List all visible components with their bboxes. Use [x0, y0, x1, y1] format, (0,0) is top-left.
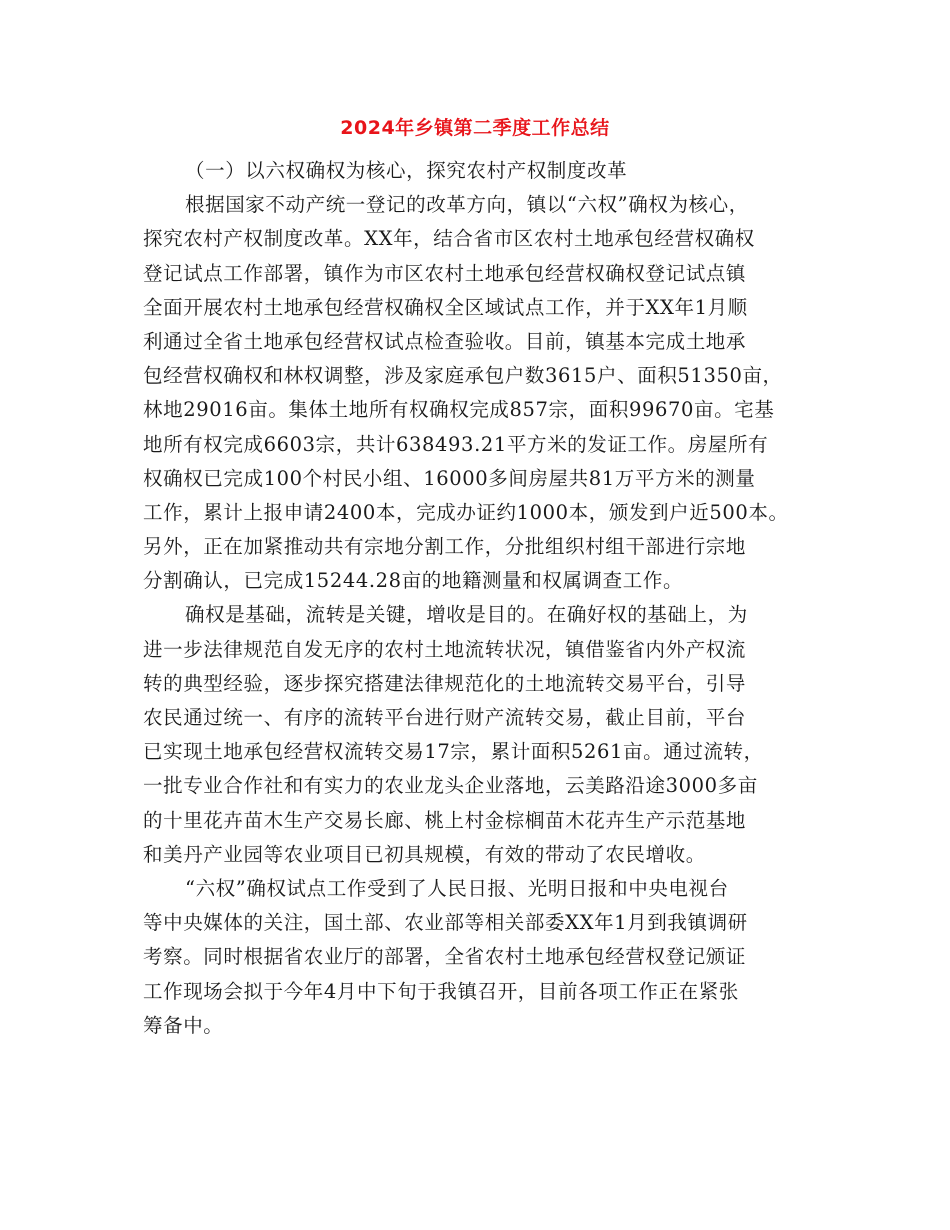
paragraph-line: 另外，正在加紧推动共有宗地分割工作，分批组织村组干部进行宗地	[143, 535, 747, 559]
paragraph-2	[143, 598, 811, 872]
paragraph-line: 包经营权确权和林权调整，涉及家庭承包户数3615户、面积51350亩，	[143, 364, 783, 388]
paragraph-line: 权确权已完成100个村民小组、16000多间房屋共81万平方米的测量	[143, 466, 756, 490]
paragraph-line: 探究农村产权制度改革。XX年，结合省市区农村土地承包经营权确权	[143, 227, 755, 251]
paragraph-line: 和美丹产业园等农业项目已初具规模，有效的带动了农民增收。	[143, 842, 706, 866]
document-title: 2024年乡镇第二季度工作总结	[340, 117, 610, 139]
paragraph-line: 登记试点工作部署，镇作为市区农村土地承包经营权确权登记试点镇	[143, 261, 747, 285]
paragraph-line: 农民通过统一、有序的流转平台进行财产流转交易，截止目前，平台	[143, 706, 747, 729]
paragraph-line: 林地29016亩。集体土地所有权确权完成857宗，面积99670亩。宅基	[143, 398, 775, 422]
paragraph-line: 一批专业合作社和有实力的农业龙头企业落地，云美路沿途3000多亩	[143, 774, 758, 798]
paragraph-line: 根据国家不动产统一登记的改革方向，镇以“六权”确权为核心，	[185, 193, 749, 217]
paragraph-line: 转的典型经验，逐步探究搭建法律规范化的土地流转交易平台，引导	[143, 671, 747, 695]
paragraph-line: 工作现场会拟于今年4月中下旬于我镇召开，目前各项工作正在紧张	[143, 979, 739, 1003]
section-heading: （一）以六权确权为核心，探究农村产权制度改革	[185, 159, 628, 182]
paragraph-line: 全面开展农村土地承包经营权确权全区域试点工作，并于XX年1月顺	[143, 295, 748, 319]
document-body	[143, 154, 811, 1043]
paragraph-3	[143, 872, 811, 1043]
paragraph-line: 已实现土地承包经营权流转交易17宗，累计面积5261亩。通过流转，	[143, 740, 764, 764]
paragraph-line: 地所有权完成6603宗，共计638493.21平方米的发证工作。房屋所有	[143, 432, 769, 456]
paragraph-line: 利通过全省土地承包经营权试点检查验收。目前，镇基本完成土地承	[143, 329, 747, 353]
paragraph-line: 工作，累计上报申请2400本，完成办证约1000本，颁发到户近500本。	[143, 500, 789, 524]
paragraph-line: 筹备中。	[143, 1013, 224, 1037]
paragraph-line: 分割确认，已完成15244.28亩的地籍测量和权属调查工作。	[143, 569, 684, 593]
paragraph-line: 的十里花卉苗木生产交易长廊、桃上村金棕榈苗木花卉生产示范基地	[143, 808, 747, 832]
paragraph-line: 确权是基础，流转是关键，增收是目的。在确好权的基础上，为	[185, 603, 748, 627]
paragraph-1	[143, 188, 811, 598]
paragraph-line: 考察。同时根据省农业厅的部署，全省农村土地承包经营权登记颁证	[143, 945, 747, 969]
paragraph-line: “六权”确权试点工作受到了人民日报、光明日报和中央电视台	[185, 876, 729, 900]
paragraph-line: 等中央媒体的关注，国土部、农业部等相关部委XX年1月到我镇调研	[143, 911, 748, 935]
paragraph-line: 进一步法律规范自发无序的农村土地流转状况，镇借鉴省内外产权流	[143, 637, 747, 661]
